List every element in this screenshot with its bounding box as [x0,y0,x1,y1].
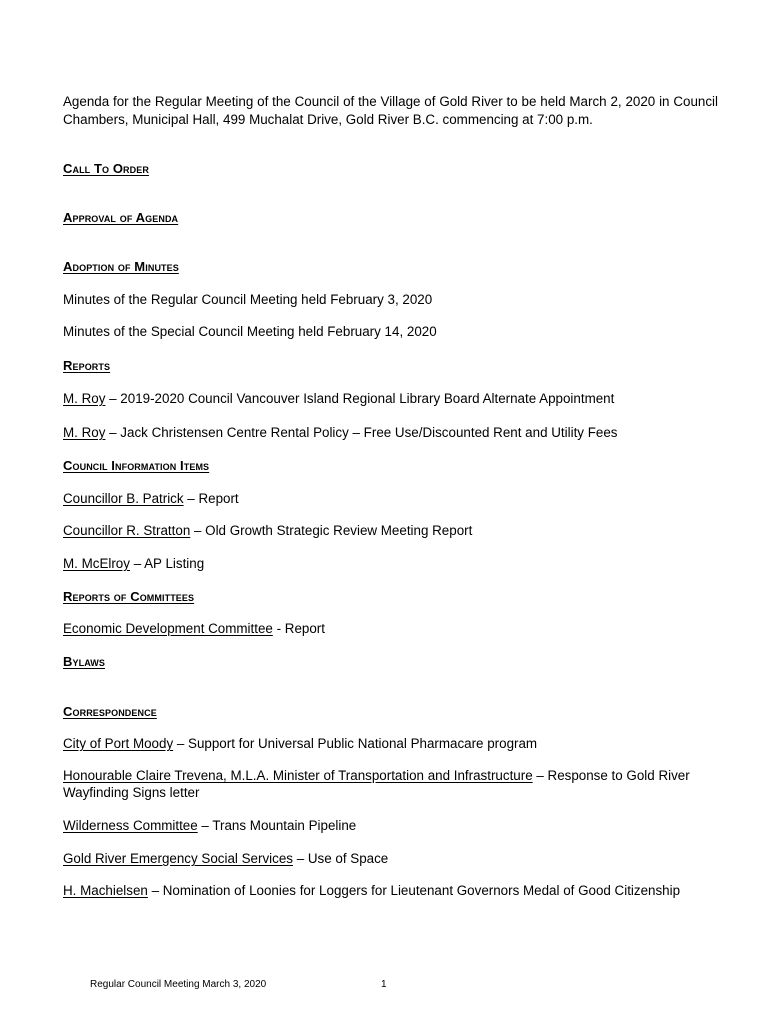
agenda-intro: Agenda for the Regular Meeting of the Council of the Village of Gold River to be held March 2, 2020 in Council Chambers, Municipal Hall, 499 Muchalat Drive, Gold River B.C. commencing at 7:00 p.m. [63,94,718,127]
report-item [63,424,713,441]
committee-name: Economic Development Committee [63,621,273,636]
heading-bylaws: Bylaws [63,654,105,669]
correspondence-text: – Nomination of Loonies for Loggers for Lieutenant Governors Medal of Good Citizenship [147,883,681,898]
correspondence-sender: Wilderness Committee [63,818,198,833]
correspondence-sender: Honourable Claire Trevena, M.L.A. Minister of Transportation and Infrastructure [63,768,533,783]
heading-approval-of-agenda: Approval of Agenda [63,210,179,225]
heading-correspondence: Correspondence [63,704,157,719]
report-author: M. Roy [63,391,106,406]
correspondence-sender: Gold River Emergency Social Services [63,851,293,866]
report-author: M. Roy [63,425,106,440]
council-item [63,555,713,572]
heading-council-information-items: Council Information Items [63,458,210,473]
correspondence-item [63,817,713,834]
heading-reports-of-committees: Reports of Committees [63,589,195,604]
correspondence-text: – Trans Mountain Pipeline [197,818,357,833]
heading-reports: Reports [63,358,111,373]
correspondence-item [63,767,723,801]
minutes-item-regular: Minutes of the Regular Council Meeting held February 3, 2020 [63,292,433,307]
correspondence-item [63,850,713,867]
heading-call-to-order: Call To Order [63,161,149,176]
report-text: – Jack Christensen Centre Rental Policy – Free Use/Discounted Rent and Utility Fees [105,425,618,440]
correspondence-sender: H. Machielsen [63,883,148,898]
correspondence-item [63,735,713,752]
correspondence-text: – Response to Gold River Wayfinding Signs letter [63,768,690,800]
council-item-text: – AP Listing [129,556,205,571]
council-item-author: M. McElroy [63,556,130,571]
report-item [63,390,713,407]
council-item-text: – Report [183,491,239,506]
council-item [63,522,713,539]
page-number: 1 [381,979,387,990]
council-item-author: Councillor B. Patrick [63,491,184,506]
correspondence-text: – Support for Universal Public National Pharmacare program [173,736,538,751]
correspondence-sender: City of Port Moody [63,736,174,751]
committee-text: - Report [272,621,325,636]
footer-meeting-label: Regular Council Meeting March 3, 2020 [90,979,267,990]
correspondence-text: – Use of Space [292,851,389,866]
report-text: – 2019-2020 Council Vancouver Island Regional Library Board Alternate Appointment [105,391,615,406]
committee-item [63,620,713,637]
minutes-item-special: Minutes of the Special Council Meeting held February 14, 2020 [63,324,437,339]
council-item-author: Councillor R. Stratton [63,523,191,538]
council-item-text: – Old Growth Strategic Review Meeting Report [190,523,473,538]
heading-adoption-of-minutes: Adoption of Minutes [63,259,179,274]
council-item [63,490,713,507]
correspondence-item [63,882,713,899]
